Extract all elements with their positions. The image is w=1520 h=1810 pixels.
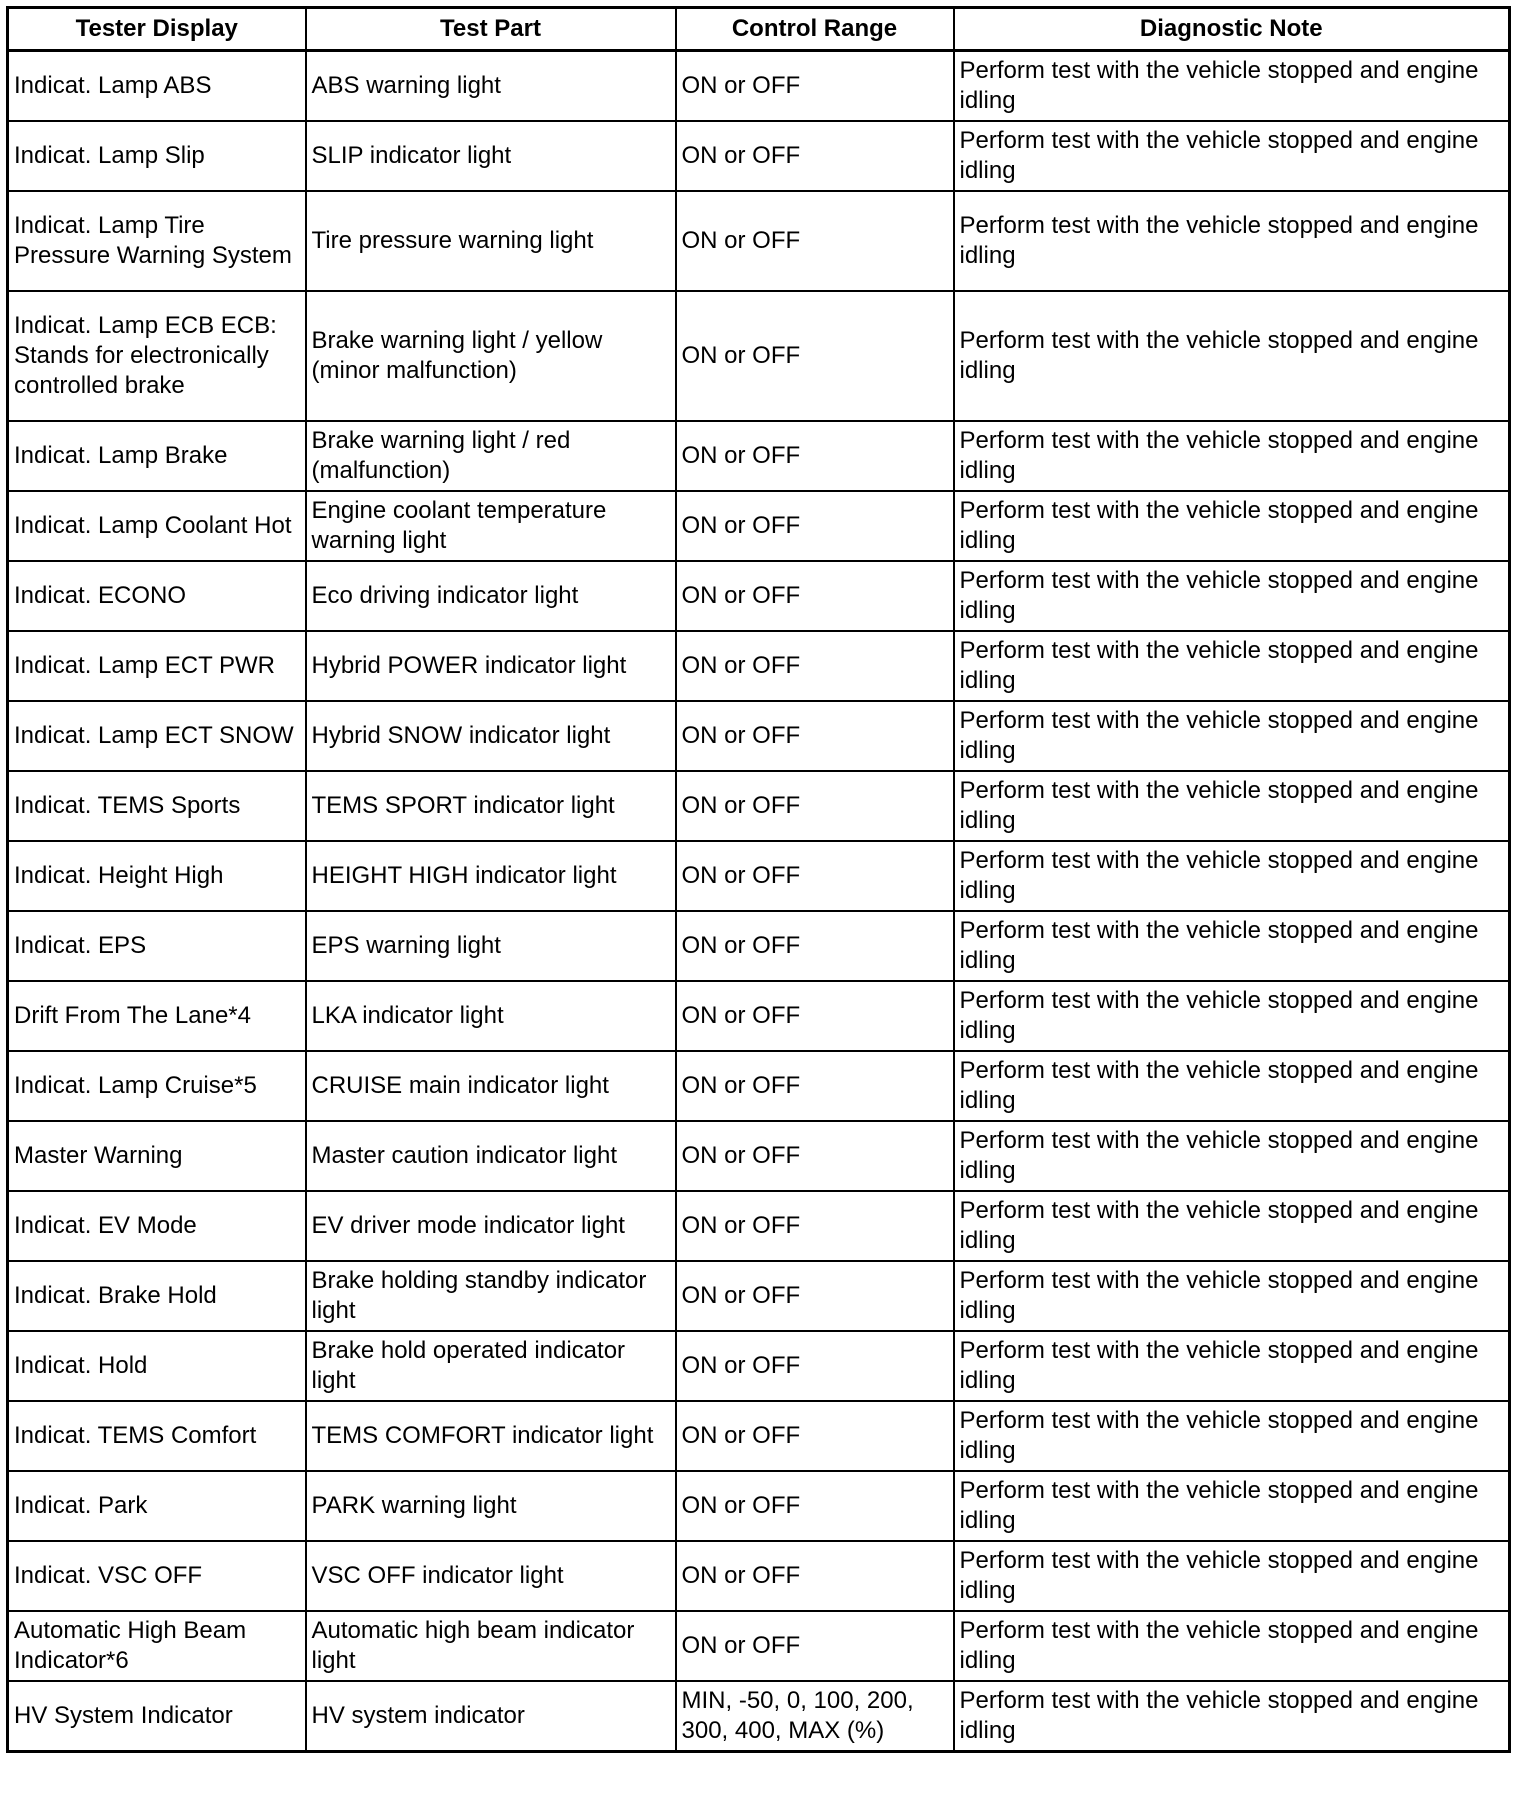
table-row	[8, 121, 1510, 191]
table-row	[8, 1541, 1510, 1611]
diagnostic-note-cell: Perform test with the vehicle stopped and engine idling	[954, 1191, 1510, 1261]
diagnostic-note-cell: Perform test with the vehicle stopped and engine idling	[954, 911, 1510, 981]
test-part-cell: TEMS COMFORT indicator light	[306, 1401, 676, 1471]
control-range-cell: ON or OFF	[676, 701, 954, 771]
diagnostic-note-cell: Perform test with the vehicle stopped and engine idling	[954, 1541, 1510, 1611]
control-range-cell: ON or OFF	[676, 191, 954, 291]
header-control-range: Control Range	[676, 8, 954, 51]
control-range-cell: ON or OFF	[676, 1331, 954, 1401]
tester-display-cell: Indicat. Lamp Cruise*5	[8, 1051, 306, 1121]
table-row	[8, 1261, 1510, 1331]
control-range-cell: ON or OFF	[676, 491, 954, 561]
diagnostic-note-cell: Perform test with the vehicle stopped and engine idling	[954, 1401, 1510, 1471]
tester-display-cell: Indicat. Lamp Brake	[8, 421, 306, 491]
tester-display-cell: Indicat. EPS	[8, 911, 306, 981]
diagnostic-note-cell: Perform test with the vehicle stopped and engine idling	[954, 1331, 1510, 1401]
diagnostic-note-cell: Perform test with the vehicle stopped and engine idling	[954, 291, 1510, 421]
test-part-cell: Brake holding standby indicator light	[306, 1261, 676, 1331]
control-range-cell: ON or OFF	[676, 1471, 954, 1541]
tester-display-cell: Indicat. Brake Hold	[8, 1261, 306, 1331]
tester-display-cell: Indicat. EV Mode	[8, 1191, 306, 1261]
test-part-cell: SLIP indicator light	[306, 121, 676, 191]
tester-display-cell: Indicat. Lamp ABS	[8, 51, 306, 122]
control-range-cell: ON or OFF	[676, 1051, 954, 1121]
table-row	[8, 631, 1510, 701]
diagnostic-note-cell: Perform test with the vehicle stopped and engine idling	[954, 1611, 1510, 1681]
tester-display-cell: Indicat. TEMS Comfort	[8, 1401, 306, 1471]
tester-display-cell: Indicat. Park	[8, 1471, 306, 1541]
control-range-cell: ON or OFF	[676, 1261, 954, 1331]
table-header-row	[8, 8, 1510, 51]
diagnostic-note-cell: Perform test with the vehicle stopped and engine idling	[954, 1261, 1510, 1331]
header-test-part: Test Part	[306, 8, 676, 51]
tester-display-cell: Indicat. ECONO	[8, 561, 306, 631]
header-diagnostic-note: Diagnostic Note	[954, 8, 1510, 51]
test-part-cell: Eco driving indicator light	[306, 561, 676, 631]
tester-display-cell: Master Warning	[8, 1121, 306, 1191]
control-range-cell: ON or OFF	[676, 911, 954, 981]
diagnostic-note-cell: Perform test with the vehicle stopped and engine idling	[954, 121, 1510, 191]
control-range-cell: ON or OFF	[676, 771, 954, 841]
table-row	[8, 1401, 1510, 1471]
active-test-table-sheet	[6, 6, 1508, 1753]
tester-display-cell: Indicat. Height High	[8, 841, 306, 911]
tester-display-cell: Automatic High Beam Indicator*6	[8, 1611, 306, 1681]
test-part-cell: Engine coolant temperature warning light	[306, 491, 676, 561]
test-part-cell: ABS warning light	[306, 51, 676, 122]
control-range-cell: ON or OFF	[676, 561, 954, 631]
table-row	[8, 841, 1510, 911]
diagnostic-note-cell: Perform test with the vehicle stopped and engine idling	[954, 1681, 1510, 1752]
table-row	[8, 191, 1510, 291]
tester-display-cell: Indicat. VSC OFF	[8, 1541, 306, 1611]
test-part-cell: Hybrid POWER indicator light	[306, 631, 676, 701]
control-range-cell: ON or OFF	[676, 1191, 954, 1261]
test-part-cell: TEMS SPORT indicator light	[306, 771, 676, 841]
test-part-cell: Tire pressure warning light	[306, 191, 676, 291]
table-row	[8, 1051, 1510, 1121]
test-part-cell: HEIGHT HIGH indicator light	[306, 841, 676, 911]
tester-display-cell: HV System Indicator	[8, 1681, 306, 1752]
diagnostic-note-cell: Perform test with the vehicle stopped and engine idling	[954, 421, 1510, 491]
table-row	[8, 911, 1510, 981]
table-row	[8, 1191, 1510, 1261]
test-part-cell: VSC OFF indicator light	[306, 1541, 676, 1611]
test-part-cell: EPS warning light	[306, 911, 676, 981]
diagnostic-note-cell: Perform test with the vehicle stopped and engine idling	[954, 191, 1510, 291]
diagnostic-note-cell: Perform test with the vehicle stopped and engine idling	[954, 1051, 1510, 1121]
table-row	[8, 1121, 1510, 1191]
test-part-cell: Brake hold operated indicator light	[306, 1331, 676, 1401]
diagnostic-note-cell: Perform test with the vehicle stopped and engine idling	[954, 631, 1510, 701]
tester-display-cell: Indicat. TEMS Sports	[8, 771, 306, 841]
control-range-cell: ON or OFF	[676, 291, 954, 421]
test-part-cell: HV system indicator	[306, 1681, 676, 1752]
table-row	[8, 1471, 1510, 1541]
table-row	[8, 1611, 1510, 1681]
control-range-cell: ON or OFF	[676, 1401, 954, 1471]
test-part-cell: CRUISE main indicator light	[306, 1051, 676, 1121]
table-row	[8, 981, 1510, 1051]
header-tester-display: Tester Display	[8, 8, 306, 51]
table-row	[8, 1331, 1510, 1401]
control-range-cell: ON or OFF	[676, 841, 954, 911]
tester-display-cell: Indicat. Lamp Coolant Hot	[8, 491, 306, 561]
diagnostic-note-cell: Perform test with the vehicle stopped and engine idling	[954, 771, 1510, 841]
tester-display-cell: Indicat. Lamp ECT PWR	[8, 631, 306, 701]
control-range-cell: ON or OFF	[676, 1611, 954, 1681]
table-row	[8, 561, 1510, 631]
test-part-cell: PARK warning light	[306, 1471, 676, 1541]
diagnostic-note-cell: Perform test with the vehicle stopped and engine idling	[954, 701, 1510, 771]
table-row	[8, 491, 1510, 561]
test-part-cell: Master caution indicator light	[306, 1121, 676, 1191]
tester-display-cell: Indicat. Hold	[8, 1331, 306, 1401]
table-row	[8, 291, 1510, 421]
diagnostic-note-cell: Perform test with the vehicle stopped and engine idling	[954, 1471, 1510, 1541]
table-row	[8, 1681, 1510, 1752]
test-part-cell: Brake warning light / yellow (minor malfunction)	[306, 291, 676, 421]
test-part-cell: Hybrid SNOW indicator light	[306, 701, 676, 771]
diagnostic-note-cell: Perform test with the vehicle stopped and engine idling	[954, 491, 1510, 561]
tester-display-cell: Indicat. Lamp Slip	[8, 121, 306, 191]
tester-display-cell: Drift From The Lane*4	[8, 981, 306, 1051]
table-row	[8, 771, 1510, 841]
control-range-cell: ON or OFF	[676, 1541, 954, 1611]
diagnostic-note-cell: Perform test with the vehicle stopped and engine idling	[954, 561, 1510, 631]
control-range-cell: ON or OFF	[676, 981, 954, 1051]
diagnostic-note-cell: Perform test with the vehicle stopped and engine idling	[954, 51, 1510, 122]
test-part-cell: Automatic high beam indicator light	[306, 1611, 676, 1681]
control-range-cell: MIN, -50, 0, 100, 200, 300, 400, MAX (%)	[676, 1681, 954, 1752]
tester-display-cell: Indicat. Lamp Tire Pressure Warning System	[8, 191, 306, 291]
test-part-cell: EV driver mode indicator light	[306, 1191, 676, 1261]
control-range-cell: ON or OFF	[676, 51, 954, 122]
table-row	[8, 421, 1510, 491]
active-test-table	[6, 6, 1511, 1753]
control-range-cell: ON or OFF	[676, 421, 954, 491]
test-part-cell: LKA indicator light	[306, 981, 676, 1051]
control-range-cell: ON or OFF	[676, 631, 954, 701]
control-range-cell: ON or OFF	[676, 121, 954, 191]
diagnostic-note-cell: Perform test with the vehicle stopped and engine idling	[954, 1121, 1510, 1191]
table-row	[8, 51, 1510, 122]
tester-display-cell: Indicat. Lamp ECT SNOW	[8, 701, 306, 771]
table-row	[8, 701, 1510, 771]
diagnostic-note-cell: Perform test with the vehicle stopped and engine idling	[954, 841, 1510, 911]
tester-display-cell: Indicat. Lamp ECB ECB: Stands for electronically controlled brake	[8, 291, 306, 421]
control-range-cell: ON or OFF	[676, 1121, 954, 1191]
test-part-cell: Brake warning light / red (malfunction)	[306, 421, 676, 491]
diagnostic-note-cell: Perform test with the vehicle stopped and engine idling	[954, 981, 1510, 1051]
